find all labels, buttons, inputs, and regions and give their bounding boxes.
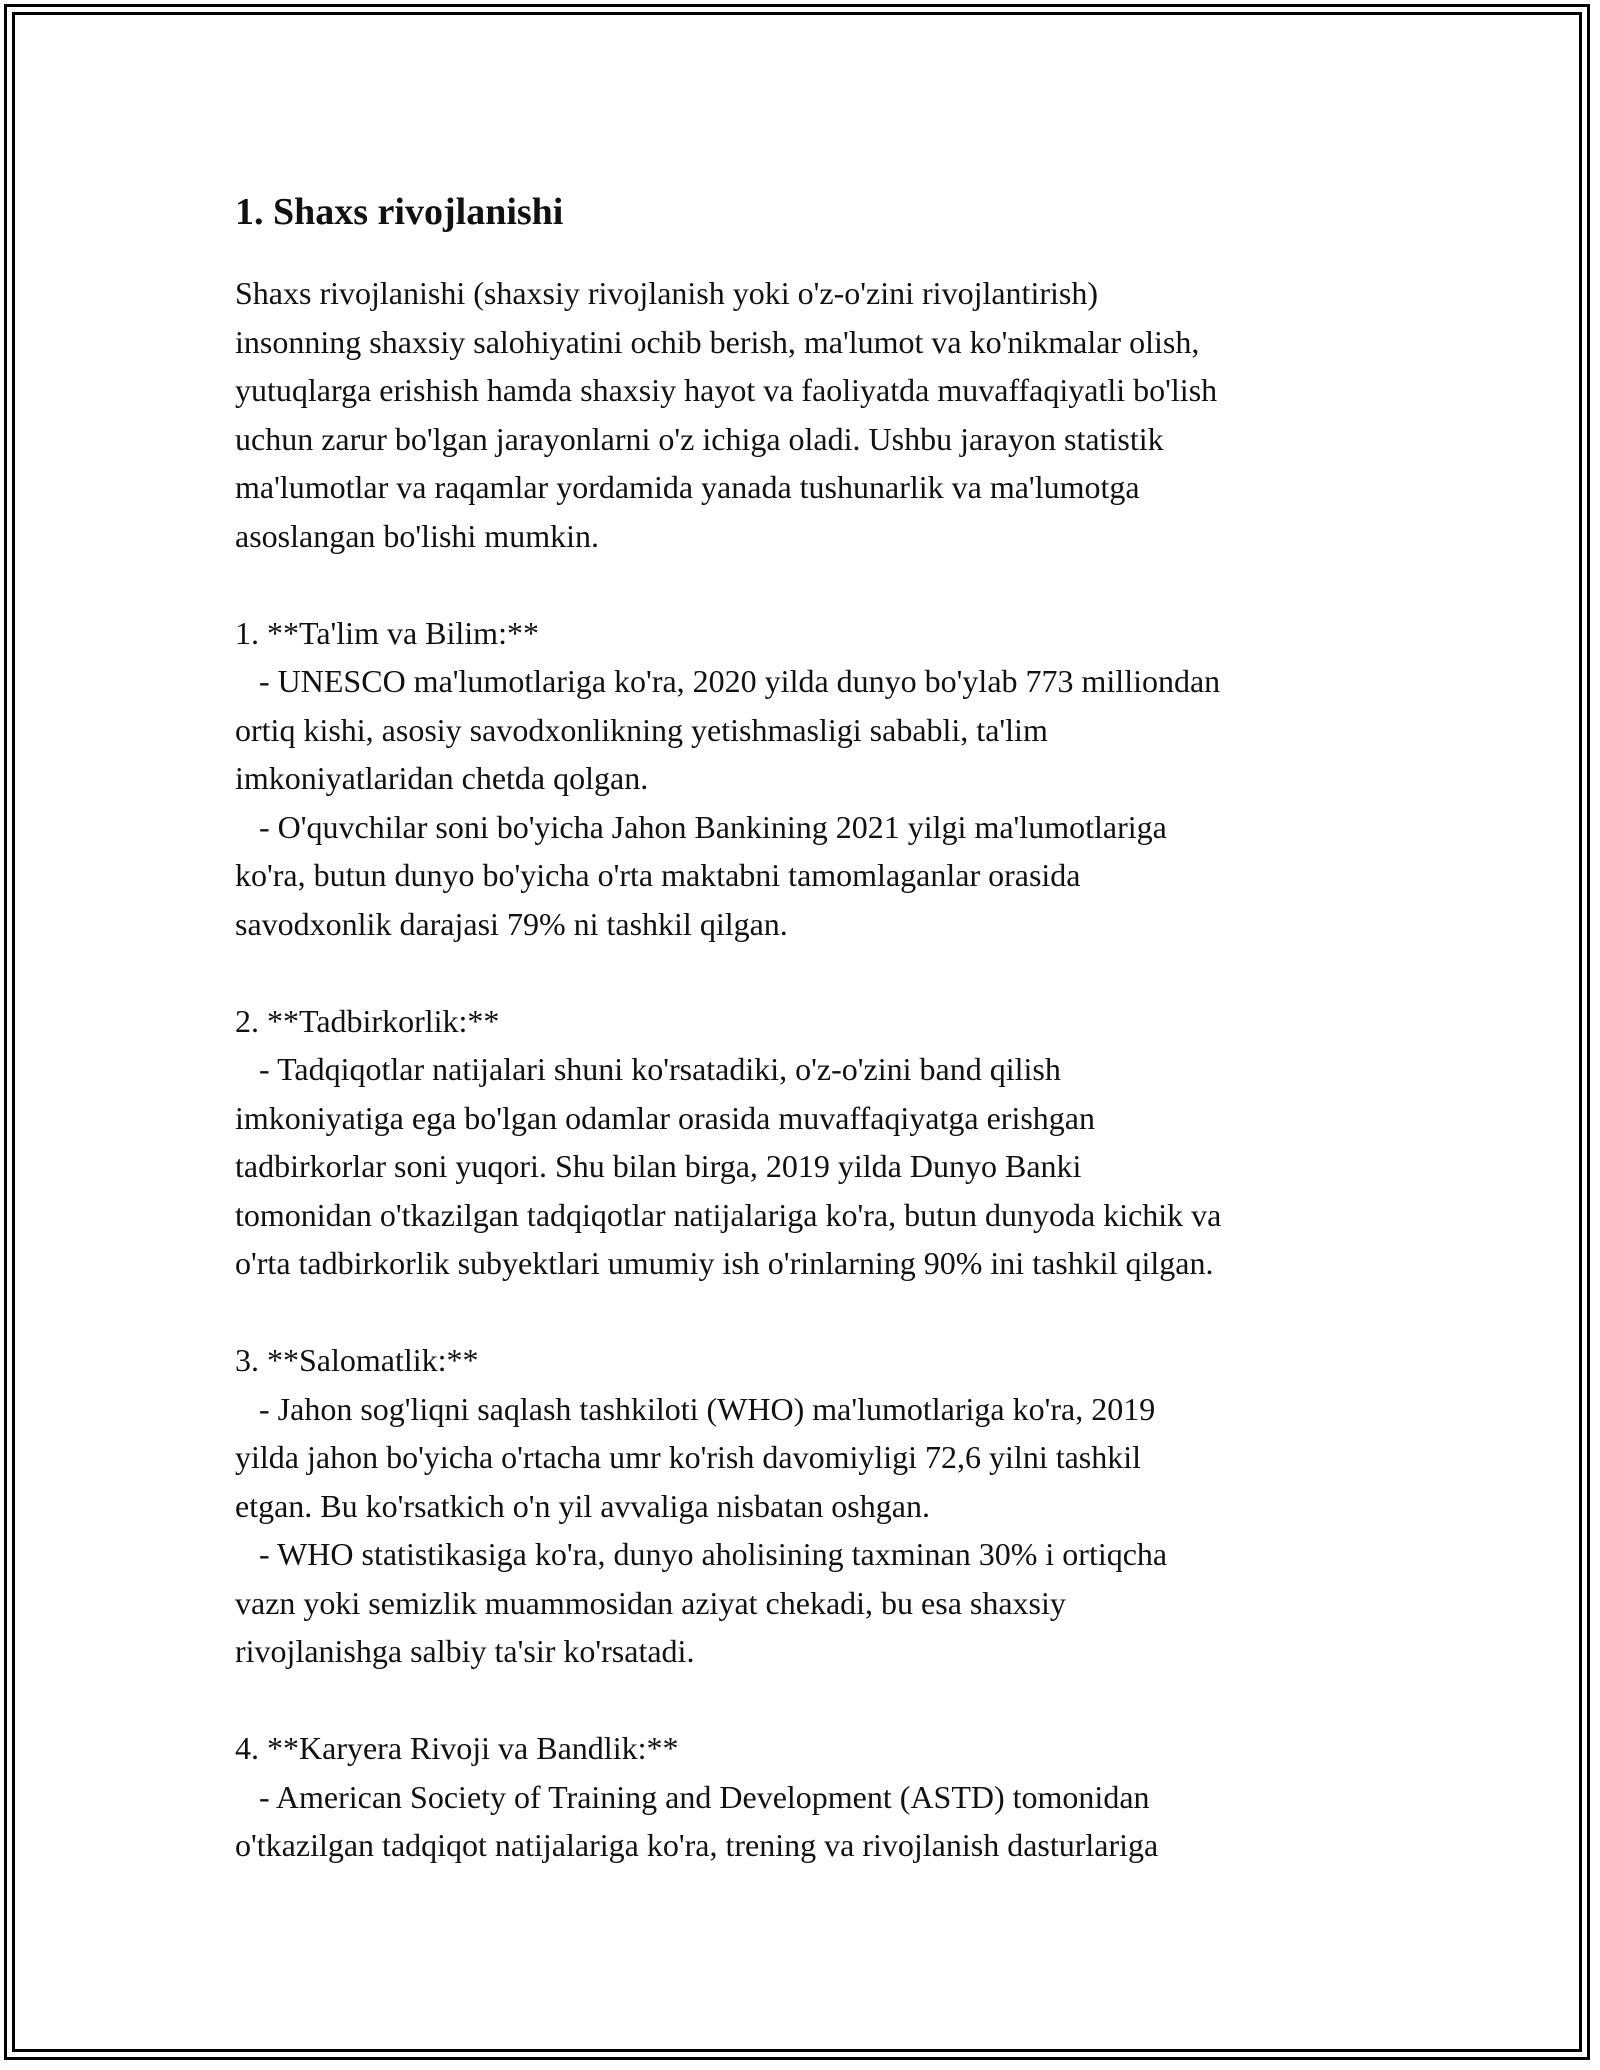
section-line: - WHO statistikasiga ko'ra, dunyo aholisining taxminan 30% i ortiqcha [235,1536,1168,1572]
section-career [235,1724,1395,1870]
spacer [235,1676,1395,1725]
section-line: - American Society of Training and Development (ASTD) tomonidan [235,1778,1150,1815]
intro-line: asoslangan bo'lishi mumkin. [235,517,599,554]
section-line: vazn yoki semizlik muammosidan aziyat chekadi, bu esa shaxsiy [235,1584,1066,1621]
section-line: etgan. Bu ko'rsatkich o'n yil avvaliga nisbatan oshgan. [235,1487,930,1524]
section-line: o'rta tadbirkorlik subyektlari umumiy ish o'rinlarning 90% ini tashkil qilgan. [235,1245,1214,1281]
section-line: o'tkazilgan tadqiqot natijalariga ko'ra, trening va rivojlanish dasturlariga [235,1827,1159,1863]
section-line: imkoniyatlaridan chetda qolgan. [235,760,649,796]
section-line: rivojlanishga salbiy ta'sir ko'rsatadi. [235,1633,695,1669]
intro-line: yutuqlarga erishish hamda shaxsiy hayot va faoliyatda muvaffaqiyatli bo'lish [235,372,1218,408]
section-heading: 3. **Salomatlik:** [235,1342,479,1378]
section-line: savodxonlik darajasi 79% ni tashkil qilgan. [235,905,788,942]
section-heading: 2. **Tadbirkorlik:** [235,1002,500,1039]
intro-line: Shaxs rivojlanishi (shaxsiy rivojlanish yoki o'z-o'zini rivojlantirish) [235,275,1098,311]
intro-line: insonning shaxsiy salohiyatini ochib berish, ma'lumot va ko'nikmalar olish, [235,323,1200,360]
section-line: ko'ra, butun dunyo bo'yicha o'rta maktabni tamomlaganlar orasida [235,857,1081,893]
section-line: tomonidan o'tkazilgan tadqiqotlar natijalariga ko'ra, butun dunyoda kichik va [235,1196,1222,1233]
intro-paragraph [235,269,1395,560]
section-line: - Tadqiqotlar natijalari shuni ko'rsatadiki, o'z-o'zini band qilish [235,1051,1061,1087]
intro-line: uchun zarur bo'lgan jarayonlarni o'z ichiga oladi. Ushbu jarayon statistik [235,420,1164,457]
spacer [235,1288,1395,1337]
document-title: 1. Shaxs rivojlanishi [235,191,564,233]
section-line: - O'quvchilar soni bo'yicha Jahon Bankining 2021 yilgi ma'lumotlariga [235,808,1167,845]
section-line: yilda jahon bo'yicha o'rtacha umr ko'rish davomiyligi 72,6 yilni tashkil [235,1439,1142,1475]
section-line: - Jahon sog'liqni saqlash tashkiloti (WHO) ma'lumotlariga ko'ra, 2019 [235,1390,1156,1427]
section-line: tadbirkorlar soni yuqori. Shu bilan birga, 2019 yilda Dunyo Banki [235,1148,1082,1184]
document-body [235,188,1395,1870]
section-heading: 1. **Ta'lim va Bilim:** [235,614,539,651]
section-health [235,1336,1395,1676]
spacer [235,948,1395,997]
spacer [235,560,1395,609]
section-line: - UNESCO ma'lumotlariga ko'ra, 2020 yilda dunyo bo'ylab 773 milliondan [235,663,1221,699]
section-line: imkoniyatiga ega bo'lgan odamlar orasida muvaffaqiyatga erishgan [235,1099,1095,1136]
section-heading: 4. **Karyera Rivoji va Bandlik:** [235,1730,679,1766]
section-education [235,609,1395,949]
intro-line: ma'lumotlar va raqamlar yordamida yanada tushunarlik va ma'lumotga [235,469,1140,505]
section-line: ortiq kishi, asosiy savodxonlikning yetishmasligi sababli, ta'lim [235,711,1048,748]
section-entrepreneurship [235,997,1395,1288]
